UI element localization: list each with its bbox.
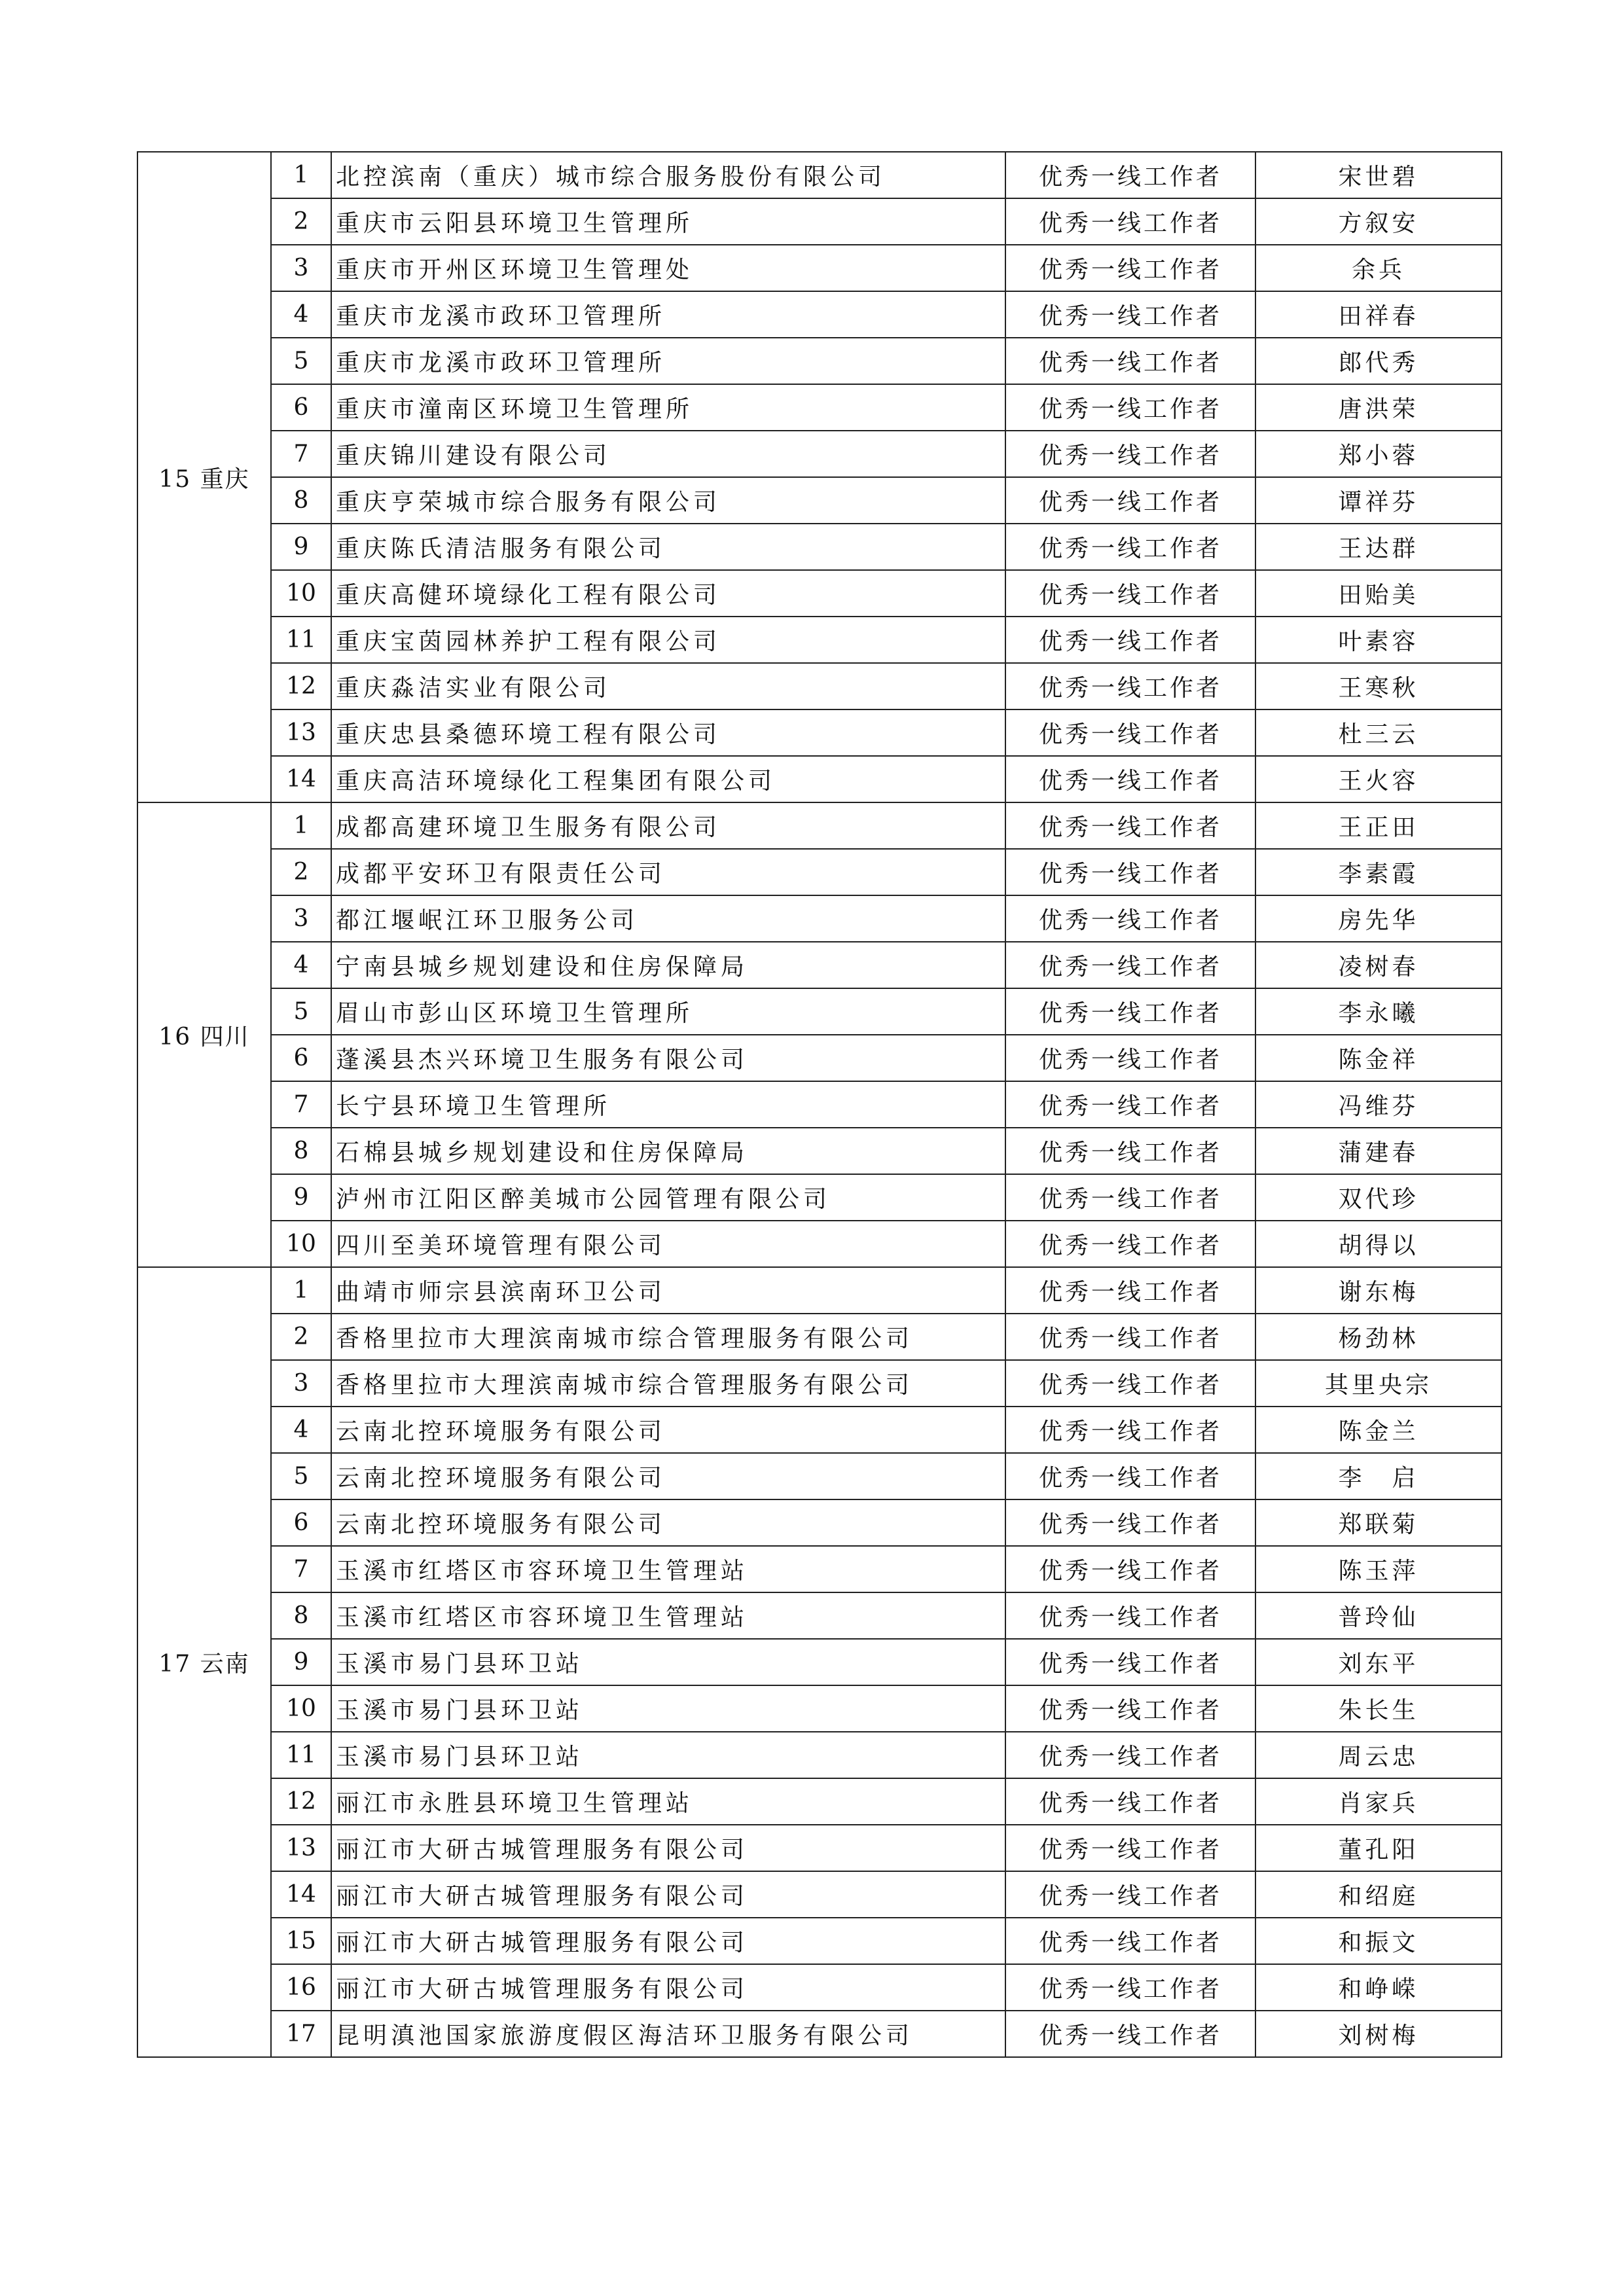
table-row bbox=[137, 1035, 1502, 1081]
unit-name: 丽江市大研古城管理服务有限公司 bbox=[331, 1825, 1005, 1871]
person-name: 李素霞 bbox=[1255, 849, 1502, 895]
row-number: 10 bbox=[271, 1221, 331, 1267]
row-number: 10 bbox=[271, 570, 331, 617]
person-name: 陈金兰 bbox=[1255, 1407, 1502, 1453]
table-row bbox=[137, 1964, 1502, 2011]
award-title: 优秀一线工作者 bbox=[1005, 1825, 1255, 1871]
award-title: 优秀一线工作者 bbox=[1005, 1918, 1255, 1964]
row-number: 12 bbox=[271, 1778, 331, 1825]
table-row bbox=[137, 1081, 1502, 1128]
unit-name: 重庆淼洁实业有限公司 bbox=[331, 663, 1005, 709]
table-row bbox=[137, 291, 1502, 338]
table-row bbox=[137, 431, 1502, 477]
person-name: 胡得以 bbox=[1255, 1221, 1502, 1267]
row-number: 6 bbox=[271, 384, 331, 431]
row-number: 8 bbox=[271, 477, 331, 524]
table-row bbox=[137, 802, 1502, 849]
award-title: 优秀一线工作者 bbox=[1005, 1732, 1255, 1778]
unit-name: 云南北控环境服务有限公司 bbox=[331, 1499, 1005, 1546]
person-name: 刘东平 bbox=[1255, 1639, 1502, 1685]
unit-name: 重庆忠县桑德环境工程有限公司 bbox=[331, 709, 1005, 756]
award-title: 优秀一线工作者 bbox=[1005, 1314, 1255, 1360]
unit-name: 重庆市龙溪市政环卫管理所 bbox=[331, 291, 1005, 338]
unit-name: 重庆亨荣城市综合服务有限公司 bbox=[331, 477, 1005, 524]
row-number: 11 bbox=[271, 617, 331, 663]
row-number: 7 bbox=[271, 1081, 331, 1128]
award-title: 优秀一线工作者 bbox=[1005, 152, 1255, 198]
award-title: 优秀一线工作者 bbox=[1005, 1592, 1255, 1639]
person-name: 王火容 bbox=[1255, 756, 1502, 802]
unit-name: 玉溪市易门县环卫站 bbox=[331, 1732, 1005, 1778]
award-title: 优秀一线工作者 bbox=[1005, 849, 1255, 895]
person-name: 郑小蓉 bbox=[1255, 431, 1502, 477]
unit-name: 重庆锦川建设有限公司 bbox=[331, 431, 1005, 477]
award-table bbox=[137, 151, 1502, 2058]
award-title: 优秀一线工作者 bbox=[1005, 1685, 1255, 1732]
table-row bbox=[137, 1499, 1502, 1546]
person-name: 李 启 bbox=[1255, 1453, 1502, 1499]
award-title: 优秀一线工作者 bbox=[1005, 942, 1255, 988]
unit-name: 丽江市大研古城管理服务有限公司 bbox=[331, 1918, 1005, 1964]
table-row bbox=[137, 942, 1502, 988]
row-number: 14 bbox=[271, 1871, 331, 1918]
person-name: 郑联菊 bbox=[1255, 1499, 1502, 1546]
unit-name: 长宁县环境卫生管理所 bbox=[331, 1081, 1005, 1128]
person-name: 谭祥芬 bbox=[1255, 477, 1502, 524]
table-row bbox=[137, 895, 1502, 942]
award-title: 优秀一线工作者 bbox=[1005, 570, 1255, 617]
award-title: 优秀一线工作者 bbox=[1005, 1964, 1255, 2011]
person-name: 董孔阳 bbox=[1255, 1825, 1502, 1871]
unit-name: 重庆高洁环境绿化工程集团有限公司 bbox=[331, 756, 1005, 802]
unit-name: 玉溪市红塔区市容环境卫生管理站 bbox=[331, 1546, 1005, 1592]
row-number: 1 bbox=[271, 1267, 331, 1314]
table-row bbox=[137, 1732, 1502, 1778]
table-row bbox=[137, 198, 1502, 245]
row-number: 16 bbox=[271, 1964, 331, 2011]
region-cell: 16 四川 bbox=[137, 802, 271, 1267]
table-row bbox=[137, 2011, 1502, 2057]
table-row bbox=[137, 1360, 1502, 1407]
person-name: 宋世碧 bbox=[1255, 152, 1502, 198]
award-title: 优秀一线工作者 bbox=[1005, 477, 1255, 524]
person-name: 房先华 bbox=[1255, 895, 1502, 942]
unit-name: 重庆市开州区环境卫生管理处 bbox=[331, 245, 1005, 291]
table-row bbox=[137, 1825, 1502, 1871]
row-number: 2 bbox=[271, 198, 331, 245]
row-number: 2 bbox=[271, 849, 331, 895]
unit-name: 四川至美环境管理有限公司 bbox=[331, 1221, 1005, 1267]
table-row bbox=[137, 524, 1502, 570]
row-number: 9 bbox=[271, 524, 331, 570]
unit-name: 重庆市龙溪市政环卫管理所 bbox=[331, 338, 1005, 384]
person-name: 双代珍 bbox=[1255, 1174, 1502, 1221]
row-number: 11 bbox=[271, 1732, 331, 1778]
person-name: 余兵 bbox=[1255, 245, 1502, 291]
award-title: 优秀一线工作者 bbox=[1005, 1639, 1255, 1685]
unit-name: 香格里拉市大理滨南城市综合管理服务有限公司 bbox=[331, 1314, 1005, 1360]
unit-name: 丽江市大研古城管理服务有限公司 bbox=[331, 1871, 1005, 1918]
row-number: 9 bbox=[271, 1174, 331, 1221]
table-row bbox=[137, 988, 1502, 1035]
row-number: 1 bbox=[271, 152, 331, 198]
award-title: 优秀一线工作者 bbox=[1005, 756, 1255, 802]
row-number: 5 bbox=[271, 338, 331, 384]
table-row bbox=[137, 245, 1502, 291]
unit-name: 北控滨南（重庆）城市综合服务股份有限公司 bbox=[331, 152, 1005, 198]
table-row bbox=[137, 1174, 1502, 1221]
award-title: 优秀一线工作者 bbox=[1005, 802, 1255, 849]
award-title: 优秀一线工作者 bbox=[1005, 1360, 1255, 1407]
person-name: 周云忠 bbox=[1255, 1732, 1502, 1778]
award-title: 优秀一线工作者 bbox=[1005, 524, 1255, 570]
unit-name: 玉溪市易门县环卫站 bbox=[331, 1639, 1005, 1685]
award-title: 优秀一线工作者 bbox=[1005, 1128, 1255, 1174]
award-title: 优秀一线工作者 bbox=[1005, 384, 1255, 431]
award-title: 优秀一线工作者 bbox=[1005, 895, 1255, 942]
person-name: 刘树梅 bbox=[1255, 2011, 1502, 2057]
row-number: 3 bbox=[271, 1360, 331, 1407]
region-cell: 17 云南 bbox=[137, 1267, 271, 2057]
unit-name: 眉山市彭山区环境卫生管理所 bbox=[331, 988, 1005, 1035]
person-name: 谢东梅 bbox=[1255, 1267, 1502, 1314]
table-row bbox=[137, 1778, 1502, 1825]
award-title: 优秀一线工作者 bbox=[1005, 1778, 1255, 1825]
unit-name: 重庆高健环境绿化工程有限公司 bbox=[331, 570, 1005, 617]
unit-name: 成都平安环卫有限责任公司 bbox=[331, 849, 1005, 895]
table-row bbox=[137, 1546, 1502, 1592]
award-title: 优秀一线工作者 bbox=[1005, 1035, 1255, 1081]
unit-name: 成都高建环境卫生服务有限公司 bbox=[331, 802, 1005, 849]
person-name: 王达群 bbox=[1255, 524, 1502, 570]
person-name: 王正田 bbox=[1255, 802, 1502, 849]
table-row bbox=[137, 617, 1502, 663]
person-name: 杨劲林 bbox=[1255, 1314, 1502, 1360]
row-number: 15 bbox=[271, 1918, 331, 1964]
table-row bbox=[137, 1221, 1502, 1267]
row-number: 5 bbox=[271, 988, 331, 1035]
person-name: 朱长生 bbox=[1255, 1685, 1502, 1732]
person-name: 肖家兵 bbox=[1255, 1778, 1502, 1825]
row-number: 4 bbox=[271, 291, 331, 338]
award-title: 优秀一线工作者 bbox=[1005, 1499, 1255, 1546]
award-title: 优秀一线工作者 bbox=[1005, 1453, 1255, 1499]
award-title: 优秀一线工作者 bbox=[1005, 245, 1255, 291]
unit-name: 云南北控环境服务有限公司 bbox=[331, 1407, 1005, 1453]
person-name: 和绍庭 bbox=[1255, 1871, 1502, 1918]
table-row bbox=[137, 1267, 1502, 1314]
row-number: 4 bbox=[271, 942, 331, 988]
unit-name: 泸州市江阳区醉美城市公园管理有限公司 bbox=[331, 1174, 1005, 1221]
table-row bbox=[137, 1453, 1502, 1499]
row-number: 4 bbox=[271, 1407, 331, 1453]
row-number: 3 bbox=[271, 245, 331, 291]
award-title: 优秀一线工作者 bbox=[1005, 709, 1255, 756]
table-row bbox=[137, 384, 1502, 431]
unit-name: 重庆市潼南区环境卫生管理所 bbox=[331, 384, 1005, 431]
person-name: 王寒秋 bbox=[1255, 663, 1502, 709]
award-title: 优秀一线工作者 bbox=[1005, 2011, 1255, 2057]
unit-name: 重庆市云阳县环境卫生管理所 bbox=[331, 198, 1005, 245]
table-row bbox=[137, 1407, 1502, 1453]
person-name: 李永曦 bbox=[1255, 988, 1502, 1035]
row-number: 13 bbox=[271, 709, 331, 756]
award-title: 优秀一线工作者 bbox=[1005, 1267, 1255, 1314]
award-title: 优秀一线工作者 bbox=[1005, 1407, 1255, 1453]
table-row bbox=[137, 1639, 1502, 1685]
row-number: 3 bbox=[271, 895, 331, 942]
row-number: 1 bbox=[271, 802, 331, 849]
row-number: 6 bbox=[271, 1499, 331, 1546]
unit-name: 云南北控环境服务有限公司 bbox=[331, 1453, 1005, 1499]
table-row bbox=[137, 1314, 1502, 1360]
table-row bbox=[137, 663, 1502, 709]
award-title: 优秀一线工作者 bbox=[1005, 1871, 1255, 1918]
award-table-body bbox=[137, 152, 1502, 2057]
person-name: 和峥嵘 bbox=[1255, 1964, 1502, 2011]
table-row bbox=[137, 709, 1502, 756]
person-name: 陈玉萍 bbox=[1255, 1546, 1502, 1592]
row-number: 8 bbox=[271, 1128, 331, 1174]
award-title: 优秀一线工作者 bbox=[1005, 431, 1255, 477]
table-row bbox=[137, 1918, 1502, 1964]
row-number: 9 bbox=[271, 1639, 331, 1685]
unit-name: 蓬溪县杰兴环境卫生服务有限公司 bbox=[331, 1035, 1005, 1081]
award-title: 优秀一线工作者 bbox=[1005, 1546, 1255, 1592]
unit-name: 玉溪市易门县环卫站 bbox=[331, 1685, 1005, 1732]
row-number: 5 bbox=[271, 1453, 331, 1499]
person-name: 方叙安 bbox=[1255, 198, 1502, 245]
table-row bbox=[137, 756, 1502, 802]
unit-name: 宁南县城乡规划建设和住房保障局 bbox=[331, 942, 1005, 988]
person-name: 和振文 bbox=[1255, 1918, 1502, 1964]
region-cell: 15 重庆 bbox=[137, 152, 271, 802]
row-number: 2 bbox=[271, 1314, 331, 1360]
award-title: 优秀一线工作者 bbox=[1005, 988, 1255, 1035]
unit-name: 昆明滇池国家旅游度假区海洁环卫服务有限公司 bbox=[331, 2011, 1005, 2057]
unit-name: 玉溪市红塔区市容环境卫生管理站 bbox=[331, 1592, 1005, 1639]
row-number: 7 bbox=[271, 1546, 331, 1592]
award-title: 优秀一线工作者 bbox=[1005, 291, 1255, 338]
person-name: 叶素容 bbox=[1255, 617, 1502, 663]
person-name: 陈金祥 bbox=[1255, 1035, 1502, 1081]
award-title: 优秀一线工作者 bbox=[1005, 1221, 1255, 1267]
unit-name: 石棉县城乡规划建设和住房保障局 bbox=[331, 1128, 1005, 1174]
award-title: 优秀一线工作者 bbox=[1005, 338, 1255, 384]
award-title: 优秀一线工作者 bbox=[1005, 1081, 1255, 1128]
person-name: 凌树春 bbox=[1255, 942, 1502, 988]
person-name: 其里央宗 bbox=[1255, 1360, 1502, 1407]
table-row bbox=[137, 1128, 1502, 1174]
table-row bbox=[137, 849, 1502, 895]
award-title: 优秀一线工作者 bbox=[1005, 617, 1255, 663]
row-number: 8 bbox=[271, 1592, 331, 1639]
person-name: 唐洪荣 bbox=[1255, 384, 1502, 431]
table-row bbox=[137, 152, 1502, 198]
unit-name: 丽江市大研古城管理服务有限公司 bbox=[331, 1964, 1005, 2011]
award-title: 优秀一线工作者 bbox=[1005, 1174, 1255, 1221]
person-name: 田贻美 bbox=[1255, 570, 1502, 617]
person-name: 蒲建春 bbox=[1255, 1128, 1502, 1174]
unit-name: 曲靖市师宗县滨南环卫公司 bbox=[331, 1267, 1005, 1314]
person-name: 田祥春 bbox=[1255, 291, 1502, 338]
row-number: 14 bbox=[271, 756, 331, 802]
unit-name: 都江堰岷江环卫服务公司 bbox=[331, 895, 1005, 942]
unit-name: 重庆宝茵园林养护工程有限公司 bbox=[331, 617, 1005, 663]
table-row bbox=[137, 570, 1502, 617]
table-row bbox=[137, 477, 1502, 524]
table-row bbox=[137, 338, 1502, 384]
table-row bbox=[137, 1685, 1502, 1732]
award-title: 优秀一线工作者 bbox=[1005, 198, 1255, 245]
person-name: 郎代秀 bbox=[1255, 338, 1502, 384]
person-name: 普玲仙 bbox=[1255, 1592, 1502, 1639]
row-number: 17 bbox=[271, 2011, 331, 2057]
row-number: 6 bbox=[271, 1035, 331, 1081]
award-title: 优秀一线工作者 bbox=[1005, 663, 1255, 709]
table-row bbox=[137, 1592, 1502, 1639]
person-name: 杜三云 bbox=[1255, 709, 1502, 756]
row-number: 13 bbox=[271, 1825, 331, 1871]
person-name: 冯维芬 bbox=[1255, 1081, 1502, 1128]
row-number: 7 bbox=[271, 431, 331, 477]
unit-name: 丽江市永胜县环境卫生管理站 bbox=[331, 1778, 1005, 1825]
unit-name: 香格里拉市大理滨南城市综合管理服务有限公司 bbox=[331, 1360, 1005, 1407]
table-row bbox=[137, 1871, 1502, 1918]
row-number: 10 bbox=[271, 1685, 331, 1732]
unit-name: 重庆陈氏清洁服务有限公司 bbox=[331, 524, 1005, 570]
row-number: 12 bbox=[271, 663, 331, 709]
